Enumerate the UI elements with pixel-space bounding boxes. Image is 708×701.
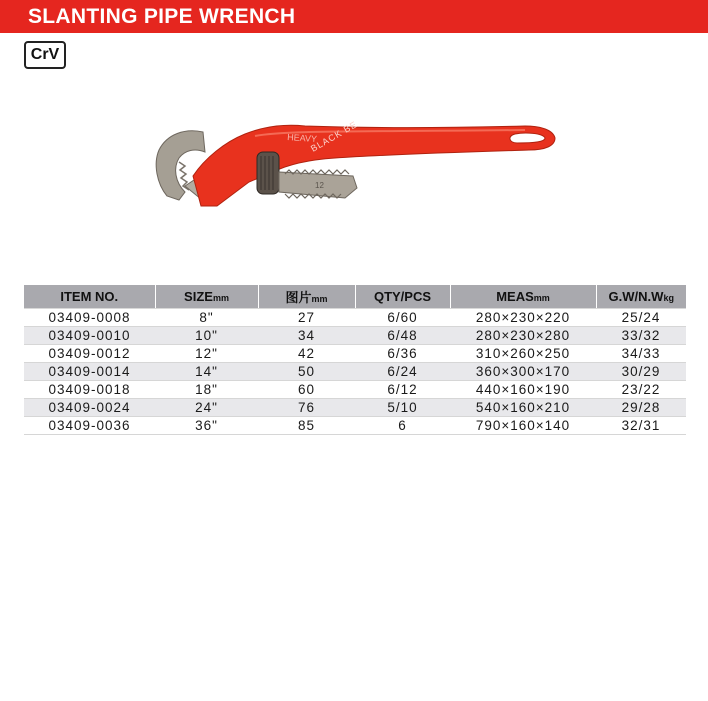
cell-item-no: 03409-0012 bbox=[24, 345, 155, 363]
col-header-unit: kg bbox=[663, 293, 674, 303]
cell-picture-mm: 60 bbox=[258, 381, 355, 399]
table-row bbox=[24, 345, 686, 363]
cell-meas: 360×300×170 bbox=[450, 363, 596, 381]
col-header-label: 图片 bbox=[285, 290, 312, 305]
table-row bbox=[24, 309, 686, 327]
cell-weight: 34/33 bbox=[596, 345, 686, 363]
cell-weight: 29/28 bbox=[596, 399, 686, 417]
col-header-meas bbox=[450, 285, 596, 309]
adjusting-nut bbox=[257, 152, 279, 194]
cell-size: 8" bbox=[155, 309, 258, 327]
col-header-label: QTY/PCS bbox=[373, 289, 432, 304]
title-banner bbox=[0, 0, 708, 33]
col-header-qty bbox=[355, 285, 450, 309]
cell-meas: 540×160×210 bbox=[450, 399, 596, 417]
cell-size: 14" bbox=[155, 363, 258, 381]
bar-scale-text: 12 bbox=[315, 181, 324, 190]
col-header-label: MEAS bbox=[496, 289, 534, 304]
table-row bbox=[24, 363, 686, 381]
col-header-unit: mm bbox=[212, 293, 229, 303]
cell-item-no: 03409-0010 bbox=[24, 327, 155, 345]
handle-hole bbox=[510, 133, 545, 143]
jaw-embossed-text: HEAVY bbox=[286, 132, 318, 145]
cell-picture-mm: 85 bbox=[258, 417, 355, 435]
cell-qty: 6/48 bbox=[355, 327, 450, 345]
cell-qty: 6/24 bbox=[355, 363, 450, 381]
cell-item-no: 03409-0036 bbox=[24, 417, 155, 435]
table-row bbox=[24, 327, 686, 345]
col-header-unit: mm bbox=[311, 294, 328, 304]
table-row bbox=[24, 399, 686, 417]
col-header-item-no bbox=[24, 285, 155, 309]
cell-size: 24" bbox=[155, 399, 258, 417]
cell-weight: 30/29 bbox=[596, 363, 686, 381]
cell-size: 10" bbox=[155, 327, 258, 345]
col-header-unit: mm bbox=[533, 293, 550, 303]
cell-weight: 33/32 bbox=[596, 327, 686, 345]
page-title: SLANTING PIPE WRENCH bbox=[28, 5, 296, 28]
cell-weight: 25/24 bbox=[596, 309, 686, 327]
col-header-label: G.W/N.W bbox=[608, 289, 664, 304]
cell-weight: 23/22 bbox=[596, 381, 686, 399]
cell-qty: 6/36 bbox=[355, 345, 450, 363]
cell-picture-mm: 76 bbox=[258, 399, 355, 417]
cell-picture-mm: 34 bbox=[258, 327, 355, 345]
handle-embossed-text: BLACK BE bbox=[309, 119, 360, 154]
table-header-row bbox=[24, 285, 686, 309]
cell-item-no: 03409-0018 bbox=[24, 381, 155, 399]
cell-size: 18" bbox=[155, 381, 258, 399]
cell-qty: 6 bbox=[355, 417, 450, 435]
cell-meas: 440×160×190 bbox=[450, 381, 596, 399]
cell-meas: 280×230×280 bbox=[450, 327, 596, 345]
slanting-pipe-wrench-image bbox=[145, 112, 565, 222]
cell-meas: 280×230×220 bbox=[450, 309, 596, 327]
cell-picture-mm: 50 bbox=[258, 363, 355, 381]
cell-picture-mm: 42 bbox=[258, 345, 355, 363]
cell-item-no: 03409-0024 bbox=[24, 399, 155, 417]
cell-qty: 5/10 bbox=[355, 399, 450, 417]
col-header-weight bbox=[596, 285, 686, 309]
material-badge: CrV bbox=[24, 41, 66, 69]
col-header-label: ITEM NO. bbox=[60, 289, 119, 304]
table-row bbox=[24, 417, 686, 435]
cell-picture-mm: 27 bbox=[258, 309, 355, 327]
wrench-handle bbox=[193, 125, 555, 206]
col-header-size bbox=[155, 285, 258, 309]
cell-qty: 6/12 bbox=[355, 381, 450, 399]
cell-meas: 310×260×250 bbox=[450, 345, 596, 363]
table-row bbox=[24, 381, 686, 399]
cell-meas: 790×160×140 bbox=[450, 417, 596, 435]
cell-qty: 6/60 bbox=[355, 309, 450, 327]
cell-weight: 32/31 bbox=[596, 417, 686, 435]
cell-size: 12" bbox=[155, 345, 258, 363]
cell-item-no: 03409-0008 bbox=[24, 309, 155, 327]
spec-table bbox=[24, 285, 686, 435]
cell-size: 36" bbox=[155, 417, 258, 435]
col-header-label: SIZE bbox=[184, 289, 213, 304]
col-header-picture bbox=[258, 285, 355, 309]
cell-item-no: 03409-0014 bbox=[24, 363, 155, 381]
